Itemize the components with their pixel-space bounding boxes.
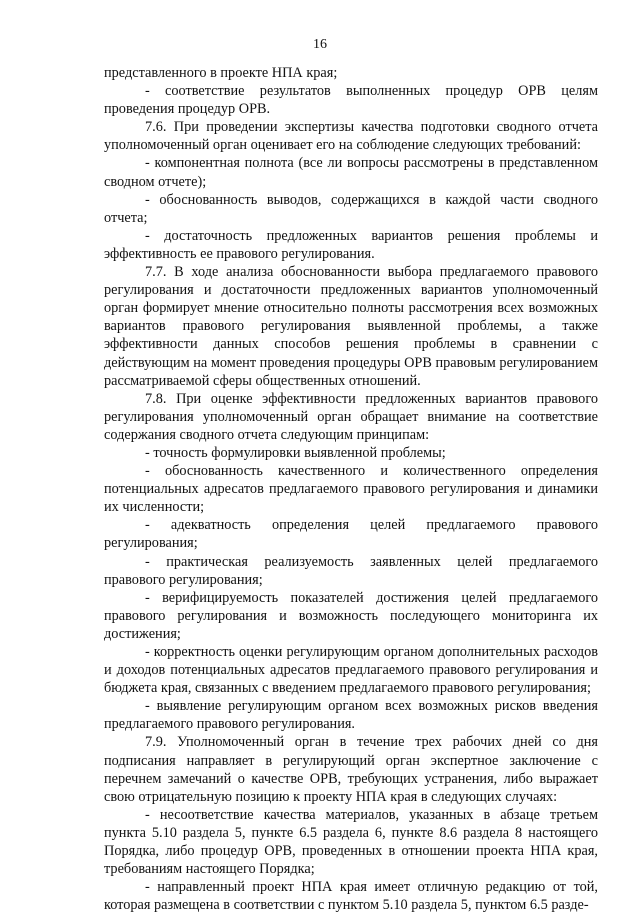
- paragraph: - несоответствие качества материалов, указанных в абзаце третьем пункта 5.10 раздела 5, пункте 6.5 раздела 6, пункте 8.6 раздела 8 настоящего Порядка, либо процедур ОРВ, проведенных в отношении проекта НПА края, требованиям настоящего Порядка;: [104, 806, 598, 878]
- paragraph: - выявление регулирующим органом всех возможных рисков введения предлагаемого правового регулирования.: [104, 698, 598, 733]
- paragraph: - адекватность определения целей предлагаемого правового регулирования;: [104, 517, 598, 552]
- paragraph: - точность формулировки выявленной проблемы;: [145, 444, 446, 461]
- paragraph: - компонентная полнота (все ли вопросы рассмотрены в представленном сводном отчете);: [104, 155, 598, 190]
- paragraph: - направленный проект НПА края имеет отличную редакцию от той, которая размещена в соответствии с пунктом 5.10 раздела 5, пунктом 6.5 разде-: [104, 879, 598, 914]
- paragraph: представленного в проекте НПА края;: [104, 65, 338, 81]
- paragraph: 7.6. При проведении экспертизы качества подготовки сводного отчета уполномоченный орган оценивает его на соблюдение следующих требований:: [104, 119, 598, 154]
- page-number: 16: [313, 37, 327, 52]
- paragraph: 7.9. Уполномоченный орган в течение трех рабочих дней со дня подписания направляет в регулирующий орган экспертное заключение с перечнем замечаний о качестве ОРВ, требующих устранения, либо выражает свою отрицательную позицию к проекту НПА края в следующих случаях:: [104, 734, 598, 805]
- paragraph: - обоснованность выводов, содержащихся в каждой части сводного отчета;: [104, 191, 598, 226]
- paragraph: - корректность оценки регулирующим органом дополнительных расходов и доходов потенциальных адресатов предлагаемого правового регулирования и бюджета края, связанных с введением предлагаемого правового регулирования;: [104, 644, 598, 697]
- paragraph: 7.7. В ходе анализа обоснованности выбора предлагаемого правового регулирования и достаточности предложенных вариантов уполномоченный орган формирует мнение относительно полноты рассмотрения всех возможных вариантов правового регулирования выявленной проблемы, а также эффективности данных способов решения проблемы в сравнении с действующим на момент проведения процедуры ОРВ правовым регулированием рассматриваемой сферы общественных отношений.: [104, 264, 598, 389]
- paragraph: - практическая реализуемость заявленных целей предлагаемого правового регулирования;: [104, 553, 598, 588]
- paragraph: - достаточность предложенных вариантов решения проблемы и эффективность ее правового регулирования.: [104, 227, 598, 262]
- paragraph: - обоснованность качественного и количественного определения потенциальных адресатов предлагаемого правового регулирования и динамики их численности;: [104, 463, 598, 516]
- paragraph: 7.8. При оценке эффективности предложенных вариантов правового регулирования уполномоченный орган обращает внимание на соответствие содержания сводного отчета следующим принципам:: [104, 390, 598, 443]
- paragraph: - соответствие результатов выполненных процедур ОРВ целям проведения процедур ОРВ.: [104, 83, 598, 118]
- paragraph: - верифицируемость показателей достижения целей предлагаемого правового регулирования и возможность последующего мониторинга их достижения;: [104, 589, 598, 642]
- document-body: [104, 64, 598, 914]
